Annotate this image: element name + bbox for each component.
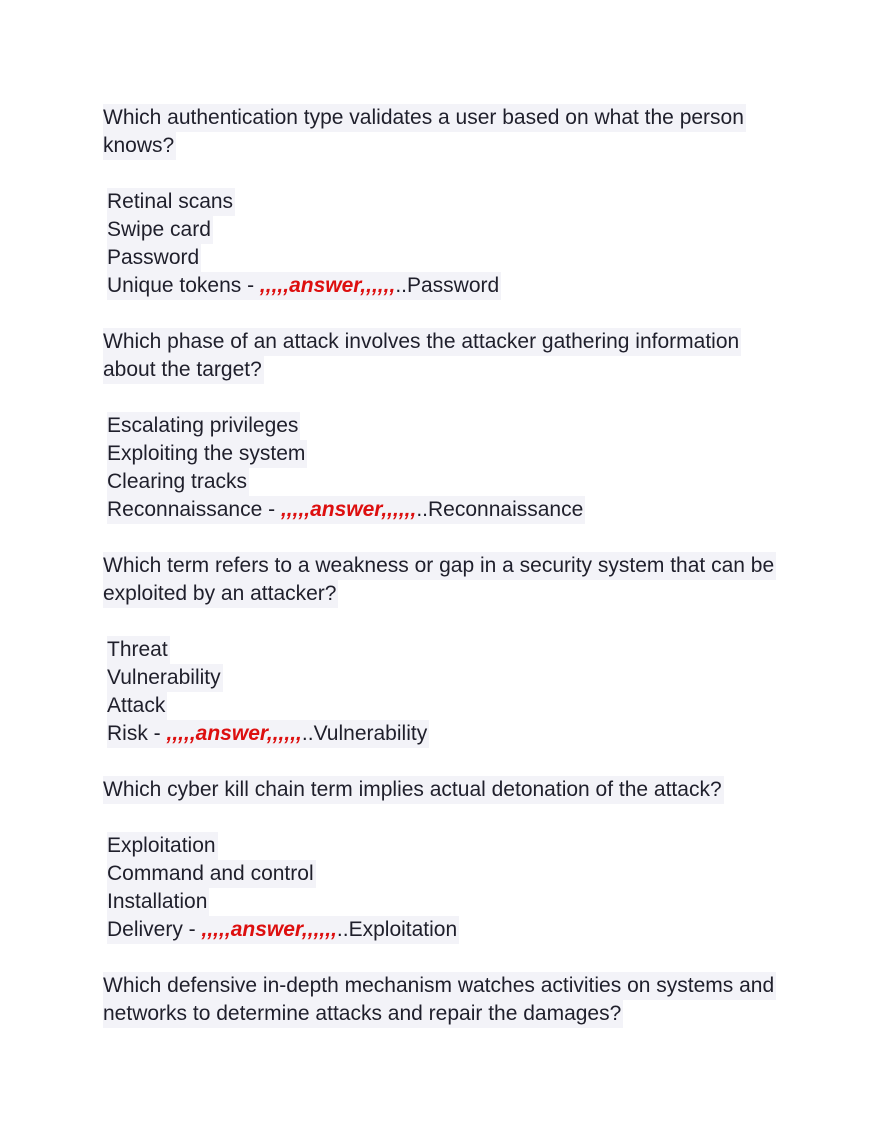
question-text: knows? <box>103 132 176 160</box>
answer-option: Reconnaissance - <box>107 498 281 521</box>
correct-answer: ..Vulnerability <box>301 722 428 745</box>
question-text: Which phase of an attack involves the attacker gathering information <box>103 328 741 356</box>
answer-marker: ,,,,,answer,,,,,, <box>259 274 396 297</box>
answer-option: Clearing tracks <box>107 468 249 496</box>
answer-option: Exploitation <box>107 832 218 860</box>
answer-option: Exploiting the system <box>107 440 307 468</box>
question-text: Which cyber kill chain term implies actual detonation of the attack? <box>103 776 724 804</box>
answer-option: Swipe card <box>107 216 213 244</box>
question-block <box>103 104 793 328</box>
answer-option-with-key <box>107 916 459 944</box>
answer-option-with-key <box>107 272 501 300</box>
answer-option: Attack <box>107 692 167 720</box>
question-text: about the target? <box>103 356 264 384</box>
question-text: Which authentication type validates a user based on what the person <box>103 104 746 132</box>
question-text: Which term refers to a weakness or gap in a security system that can be <box>103 552 776 580</box>
answer-option: Risk - <box>107 722 167 745</box>
answer-option: Escalating privileges <box>107 412 300 440</box>
answer-option: Command and control <box>107 860 316 888</box>
answer-marker: ,,,,,answer,,,,,, <box>201 918 337 941</box>
question-block <box>103 552 793 776</box>
question-text: exploited by an attacker? <box>103 580 338 608</box>
question-block <box>103 328 793 552</box>
quiz-content <box>103 104 793 1028</box>
question-text: Which defensive in-depth mechanism watches activities on systems and <box>103 972 776 1000</box>
question-block <box>103 972 793 1028</box>
question-text: networks to determine attacks and repair the damages? <box>103 1000 623 1028</box>
answer-option: Delivery - <box>107 918 202 941</box>
answer-option: Password <box>107 244 201 272</box>
correct-answer: ..Exploitation <box>336 918 458 941</box>
answer-marker: ,,,,,answer,,,,,, <box>166 722 302 745</box>
correct-answer: ..Password <box>395 274 500 297</box>
answer-option-with-key <box>107 720 429 748</box>
correct-answer: ..Reconnaissance <box>416 498 584 521</box>
answer-option-with-key <box>107 496 585 524</box>
question-block <box>103 776 793 972</box>
answer-marker: ,,,,,answer,,,,,, <box>280 498 417 521</box>
answer-option: Retinal scans <box>107 188 235 216</box>
answer-option: Vulnerability <box>107 664 223 692</box>
answer-option: Unique tokens - <box>107 274 260 297</box>
answer-option: Installation <box>107 888 209 916</box>
answer-option: Threat <box>107 636 170 664</box>
